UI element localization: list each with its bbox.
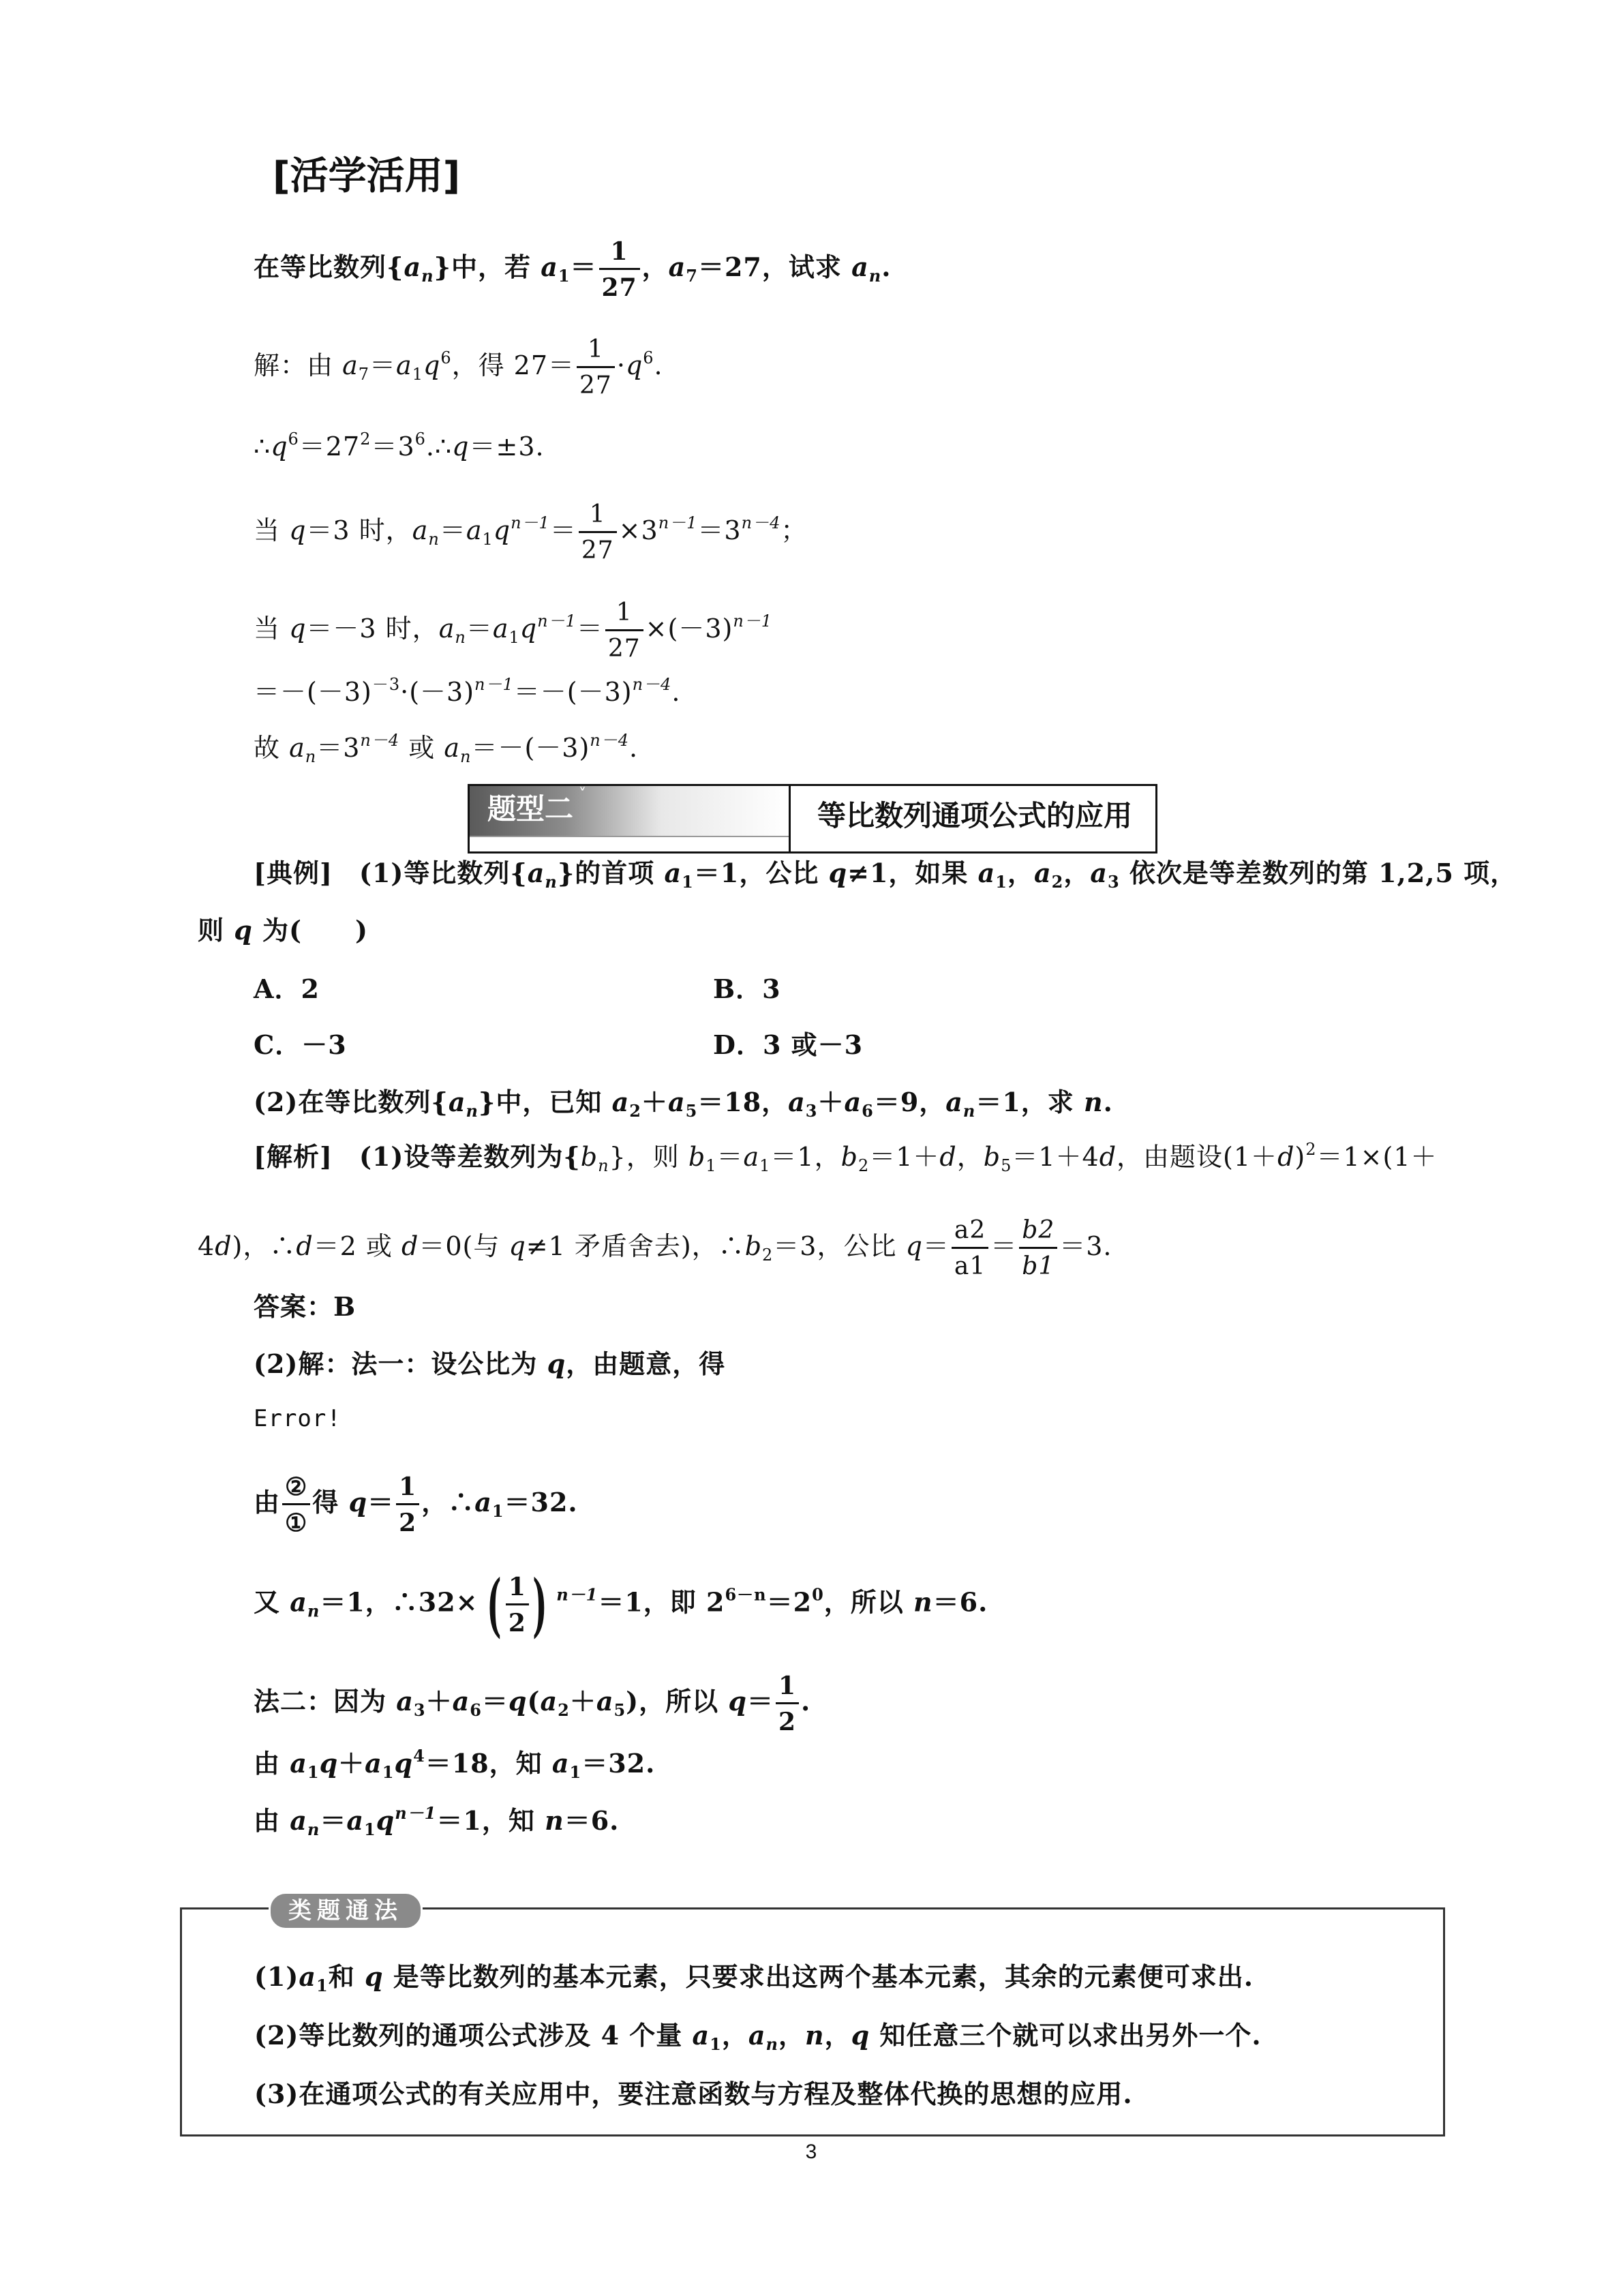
option-c: C．－3 — [254, 1029, 347, 1060]
page-number: 3 — [805, 2141, 817, 2163]
question-type-title: 等比数列通项公式的应用 — [817, 799, 1133, 832]
analysis-line-1: [解析] (1)设等差数列为$\{b_n\}$，则 $b_1=a_1=1$，$b_2=1+d$，$b_5=1+4d$，由题设$(1+d)^2=1\times(1+$ — [254, 1140, 1438, 1175]
summary-badge: 类题通法 — [269, 1892, 423, 1930]
example-question: [典例] (1)等比数列$\{a_n\}$的首项 $a_1=1$，公比 q≠1，如果 $a_1$，$a_2$，$a_3$ 依次是等差数列的第 1,2,5 项， — [254, 858, 1517, 892]
fraction: $\frac{\text{②}}{\text{①}}$ — [282, 1474, 310, 1536]
solution-line-5: $=-(-3)^{-3}\cdot(-3)^{n-1}=-(-3)^{n-4}$. — [254, 675, 681, 707]
fraction: $\frac{1}{27}$ — [605, 600, 643, 662]
practice-question: 在等比数列$\{a_n\}$中，若 $a_1=$ $\frac{1}{27}$ ，$a_7=27$，试求 $a_n$. — [254, 237, 892, 302]
method-1-divide: 由 $\frac{\text{②}}{\text{①}}$ 得 q＝ $\frac{1}{2}$ ，$\therefore a_1=32$. — [254, 1472, 578, 1537]
solution-line-3: 当 q＝3 时，$a_n=a_1q^{n-1}=$ $\frac{1}{27}$ $\times 3^{n-1}=3^{n-4}$； — [254, 500, 808, 564]
summary-point-2: (2)等比数列的通项公式涉及 4 个量 $a_1$，$a_n$，n，q 知任意三个就可以求出另外一个. — [254, 2020, 1262, 2054]
error-placeholder: Error! — [254, 1405, 342, 1432]
method-2-step-1: 由 $a_1q+a_1q^4=18$，知 $a_1=32$. — [254, 1746, 656, 1782]
method-2-intro: 法二：因为 $a_3+a_6=q(a_2+a_5)$，所以 q＝ $\frac{1}{2}$ . — [254, 1672, 811, 1736]
method-1-intro: (2)解：法一：设公比为 q，由题意，得 — [254, 1348, 726, 1379]
example-part-2: (2)在等比数列$\{a_n\}$中，已知 $a_2+a_5=18$，$a_3+a_6=9$，$a_n=1$，求 n. — [254, 1087, 1113, 1121]
divider — [789, 786, 791, 851]
solution-conclusion: 故 $a_n=3^{n-4}$ 或 $a_n=-(-3)^{n-4}$. — [254, 731, 639, 766]
question-type-box — [468, 784, 1157, 854]
fraction: $\frac{1}{2}$ — [506, 1574, 529, 1636]
fraction: $\frac{b2}{b1}$ — [1019, 1218, 1057, 1280]
option-b: B．3 — [713, 973, 781, 1004]
question-type-tag — [470, 786, 791, 837]
example-question-cont: 则 q 为( ) — [198, 915, 369, 946]
section-heading: [活学活用] — [273, 154, 461, 198]
answer: 答案：B — [254, 1291, 357, 1322]
solution-line-2: $\therefore q^6=27^2=3^6.\therefore q=\pm 3$. — [254, 429, 545, 462]
fraction: $\frac{1}{27}$ — [577, 337, 615, 399]
chevron-down-icon: ˅ — [579, 786, 586, 803]
fraction: $\frac{a2}{a1}$ — [952, 1218, 988, 1280]
option-d: D．3 或－3 — [713, 1029, 864, 1060]
summary-point-1: $(1)a_1$和 q 是等比数列的基本元素，只要求出这两个基本元素，其余的元素便可求出. — [254, 1961, 1254, 1995]
fraction: $\frac{1}{2}$ — [396, 1474, 419, 1536]
fraction: $\frac{1}{27}$ — [599, 239, 640, 301]
method-1-solve: 又 $a_n=1$，∴32× ( $\frac{1}{2}$ ) $^{n-1}$＝1，即 $2^{6-n}=2^0$，所以 n＝6. — [254, 1565, 988, 1645]
summary-point-3: (3)在通项公式的有关应用中，要注意函数与方程及整体代换的思想的应用. — [254, 2079, 1133, 2109]
question-type-label: 题型二 — [487, 792, 574, 826]
method-2-step-2: 由 $a_n=a_1q^{n-1}=1$，知 n＝6. — [254, 1803, 620, 1839]
analysis-line-2: 4d)，∴d＝2 或 d＝0(与 q≠1 矛盾舍去)，$\therefore b_2=3$，公比 q＝ $\frac{a2}{a1}$ ＝ $\frac{b2}{b1}$ ＝3. — [198, 1216, 1112, 1280]
method-summary-box — [180, 1897, 1445, 2136]
solution-line-4: 当 q＝－3 时，$a_n=a_1q^{n-1}=$ $\frac{1}{27}$ $\times(-3)^{n-1}$ — [254, 599, 773, 663]
option-a: A．2 — [254, 973, 320, 1004]
fraction: $\frac{1}{27}$ — [579, 502, 617, 564]
fraction: $\frac{1}{2}$ — [776, 1673, 799, 1735]
solution-line-1: 解：由 $a_7=a_1q^6$，得 27＝ $\frac{1}{27}$ $\cdot q^6$. — [254, 335, 663, 399]
